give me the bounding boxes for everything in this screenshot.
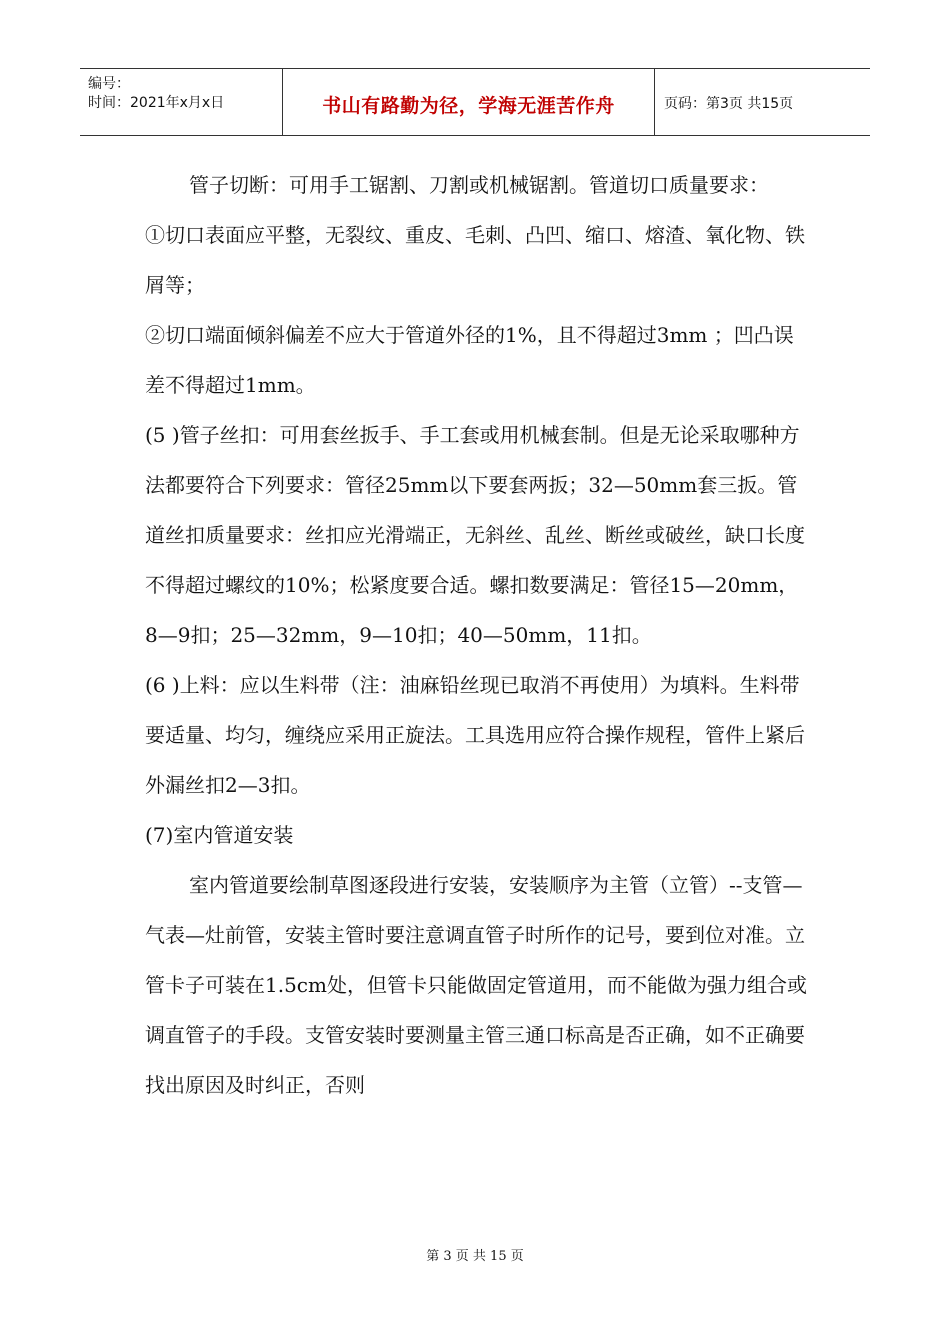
paragraph-threading: (5 )管子丝扣：可用套丝扳手、手工套或用机械套制。但是无论采取哪种方法都要符合下列要求：管径25mm以下要套两扳；32—50mm套三扳。管道丝扣质量要求：丝扣应光滑端正，无斜丝、乱丝、断丝或破丝，缺口长度不得超过螺纹的10%；松紧度要合适。螺扣数要满足：管径15—20mm，8—9扣；25—32mm，9—10扣；40—50mm，11扣。 [145, 423, 805, 647]
header-page-info: 页码：第3页 共15页 [664, 96, 794, 112]
header-motto: 书山有路勤为径，学海无涯苦作舟 [322, 95, 615, 117]
document-body [145, 160, 810, 1110]
page-footer: 第 3 页 共 15 页 [426, 1249, 524, 1264]
paragraph-indoor-install: 室内管道要绘制草图逐段进行安装，安装顺序为主管（立管）--支管—气表—灶前管，安装主管时要注意调直管子时所作的记号，要到位对准。立管卡子可装在1.5cm处，但管卡只能做固定管道用，而不能做为强力组合或调直管子的手段。支管安装时要测量主管三通口标高是否正确，如不正确要找出原因及时纠正，否则 [145, 873, 807, 1097]
page-header [80, 68, 870, 136]
header-divider-right [654, 69, 655, 136]
paragraph-sealing: (6 )上料：应以生料带（注：油麻铅丝现已取消不再使用）为填料。生料带要适量、均匀，缠绕应采用正旋法。工具选用应符合操作规程，管件上紧后外漏丝扣2—3扣。 [145, 673, 805, 797]
paragraph-cut-requirement-2: ②切口端面倾斜偏差不应大于管道外径的1%，且不得超过3mm ；凹凸误差不得超过1mm。 [145, 323, 794, 397]
document-number-label: 编号： [88, 76, 130, 92]
section-heading-indoor-install: (7)室内管道安装 [145, 823, 294, 847]
paragraph-pipe-cutting: 管子切断：可用手工锯割、刀割或机械锯割。管道切口质量要求： [189, 173, 769, 197]
document-date-label: 时间：2021年x月x日 [88, 95, 225, 111]
header-meta [88, 75, 224, 113]
paragraph-cut-requirement-1: ①切口表面应平整，无裂纹、重皮、毛刺、凸凹、缩口、熔渣、氧化物、铁屑等； [145, 223, 805, 297]
